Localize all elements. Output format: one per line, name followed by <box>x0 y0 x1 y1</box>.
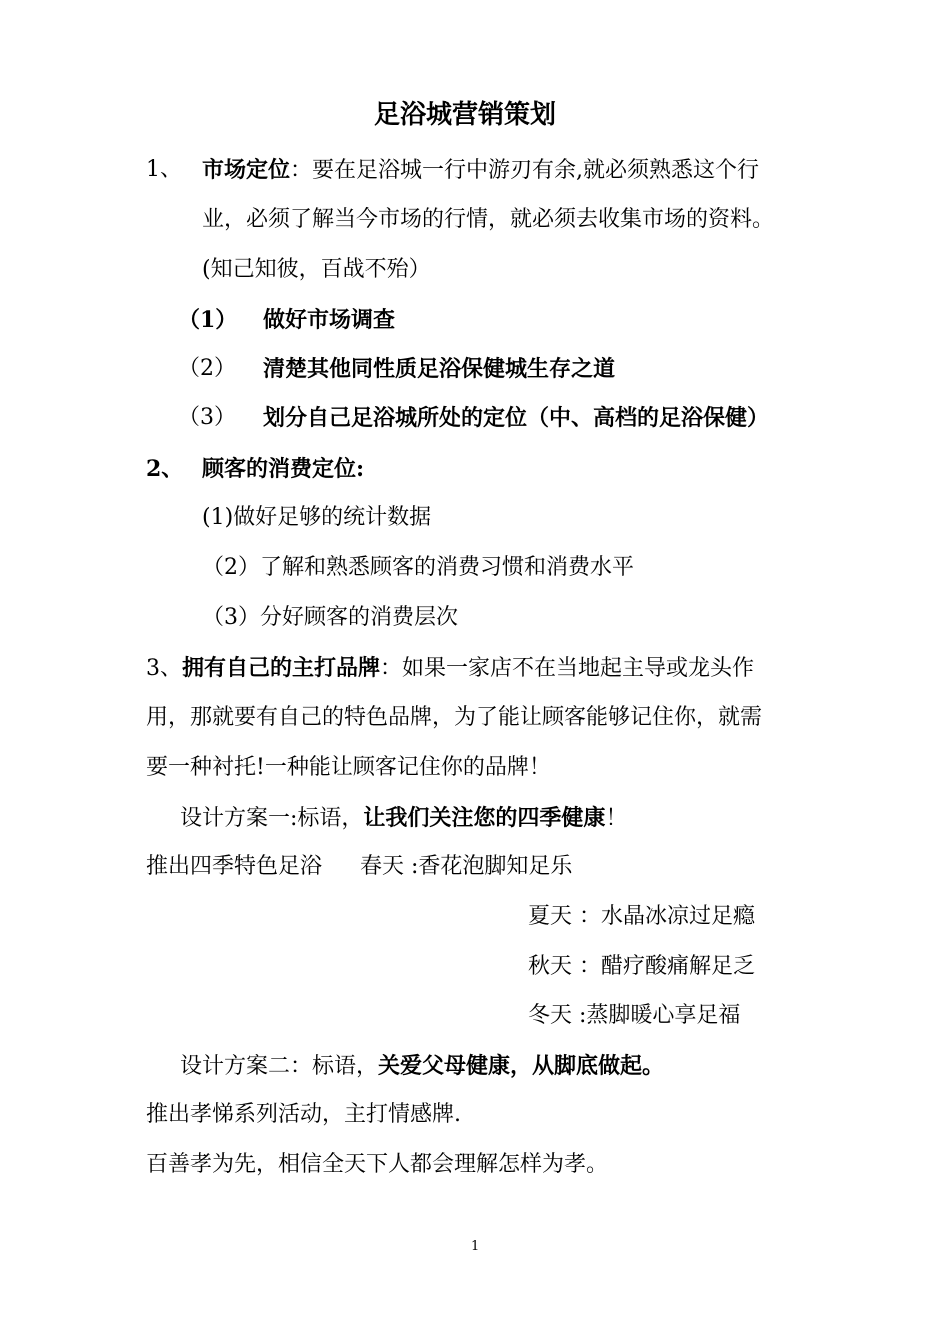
section-1-item-2-text: 清楚其他同性质足浴保健城生存之道 <box>263 356 616 382</box>
section-2-item-1: (1)做好足够的统计数据 <box>202 505 432 530</box>
plan-1-suffix: ！ <box>605 806 628 831</box>
season-winter: 冬天 :蒸脚暖心享足福 <box>528 1003 741 1028</box>
plan-1-slogan: 让我们关注您的四季健康 <box>363 805 606 831</box>
section-1-text-3: (知己知彼，百战不殆） <box>202 257 431 282</box>
section-1-line-1 <box>202 155 759 186</box>
section-2-number: 2、 <box>146 456 184 482</box>
section-1-number: 1、 <box>146 157 182 182</box>
section-1-heading: 市场定位 <box>202 157 291 183</box>
plan-2-text-2: 百善孝为先，相信全天下人都会理解怎样为孝。 <box>146 1152 609 1177</box>
section-3-number: 3、 <box>146 656 182 681</box>
seasons-intro: 推出四季特色足浴 <box>146 854 323 879</box>
section-1-text-1: ：要在足浴城一行中游刃有余,就必须熟悉这个行 <box>290 158 760 183</box>
section-1-item-1-number: （1） <box>178 307 238 333</box>
section-2-item-3: （3）分好顾客的消费层次 <box>202 605 458 630</box>
section-3-text-3: 要一种衬托!一种能让顾客记住你的品牌！ <box>146 755 551 780</box>
page-number: 1 <box>471 1239 480 1254</box>
section-1-item-2-number: （2） <box>178 356 236 381</box>
plan-2-slogan: 关爱父母健康，从脚底做起。 <box>378 1053 665 1079</box>
section-2-heading: 顾客的消费定位: <box>202 456 365 482</box>
section-3-text-1: ：如果一家店不在当地起主导或龙头作 <box>380 656 755 681</box>
season-spring: 春天 :香花泡脚知足乐 <box>360 854 573 879</box>
page-title: 足浴城营销策划 <box>374 100 557 130</box>
plan-1-line <box>180 803 627 834</box>
season-summer: 夏天 ：水晶冰凉过足瘾 <box>528 904 755 929</box>
section-3-heading: 拥有自己的主打品牌 <box>182 655 381 681</box>
section-2-item-2: （2）了解和熟悉顾客的消费习惯和消费水平 <box>202 555 634 580</box>
plan-2-prefix: 设计方案二：标语， <box>180 1054 379 1079</box>
section-1-item-3-text: 划分自己足浴城所处的定位（中、高档的足浴保健） <box>263 405 770 431</box>
section-3-text-2: 用，那就要有自己的特色品牌，为了能让顾客能够记住你，就需 <box>146 705 763 730</box>
plan-2-text-1: 推出孝悌系列活动，主打情感牌. <box>146 1102 461 1127</box>
section-1-item-3-number: （3） <box>178 405 236 430</box>
section-3-line-1 <box>146 653 754 684</box>
season-autumn: 秋天 ：醋疗酸痛解足乏 <box>528 954 755 979</box>
plan-2-line <box>180 1051 664 1082</box>
plan-1-prefix: 设计方案一:标语， <box>180 806 364 831</box>
section-1-item-1-text: 做好市场调查 <box>263 307 396 333</box>
section-1-text-2: 业，必须了解当今市场的行情，就必须去收集市场的资料。 <box>202 207 775 232</box>
